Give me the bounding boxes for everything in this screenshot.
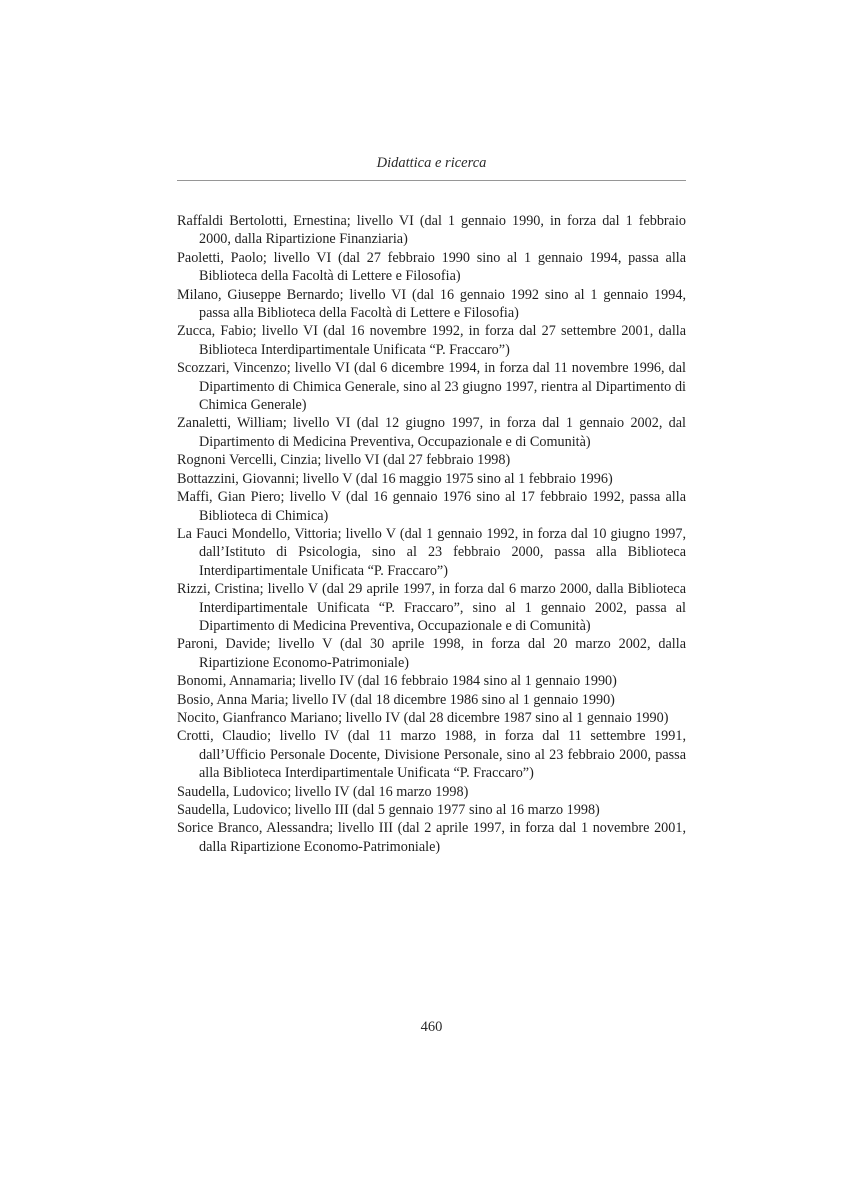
- personnel-entry: Scozzari, Vincenzo; livello VI (dal 6 dicembre 1994, in forza dal 11 novembre 1996, dal Dipartimento di Chimica Generale, sino al 23 giugno 1997, rientra al Dipartimento di Chimica Generale): [177, 360, 686, 414]
- personnel-entry: Paoletti, Paolo; livello VI (dal 27 febbraio 1990 sino al 1 gennaio 1994, passa alla Biblioteca della Facoltà di Lettere e Filosofia): [177, 249, 686, 285]
- personnel-entry: Saudella, Ludovico; livello III (dal 5 gennaio 1977 sino al 16 marzo 1998): [177, 802, 600, 818]
- personnel-entry: Saudella, Ludovico; livello IV (dal 16 marzo 1998): [177, 783, 469, 800]
- personnel-entry: Raffaldi Bertolotti, Ernestina; livello VI (dal 1 gennaio 1990, in forza dal 1 febbraio 2000, dalla Ripartizione Finanziaria): [177, 213, 686, 248]
- personnel-entry: Zanaletti, William; livello VI (dal 12 giugno 1997, in forza dal 1 gennaio 2002, dal Dipartimento di Medicina Preventiva, Occupazionale e di Comunità): [177, 415, 686, 450]
- personnel-entry: Bosio, Anna Maria; livello IV (dal 18 dicembre 1986 sino al 1 gennaio 1990): [177, 691, 615, 708]
- personnel-entry: Bonomi, Annamaria; livello IV (dal 16 febbraio 1984 sino al 1 gennaio 1990): [177, 673, 617, 690]
- personnel-entry: Crotti, Claudio; livello IV (dal 11 marzo 1988, in forza dal 11 settembre 1991, dall’Ufficio Personale Docente, Divisione Personale, sino al 23 febbraio 2000, passa alla Biblioteca Interdipartimentale Unificata “P. Fraccaro”): [177, 728, 686, 782]
- personnel-entry: Rizzi, Cristina; livello V (dal 29 aprile 1997, in forza dal 6 marzo 2000, dalla Biblioteca Interdipartimentale Unificata “P. Fraccaro”, sino al 1 gennaio 2002, passa al Dipartimento di Medicina Preventiva, Occupazionale e di Comunità): [177, 581, 686, 634]
- personnel-entry: La Fauci Mondello, Vittoria; livello V (dal 1 gennaio 1992, in forza dal 10 giugno 1997, dall’Istituto di Psicologia, sino al 23 febbraio 2000, passa alla Biblioteca Interdipartimentale Unificata “P. Fraccaro”): [177, 525, 686, 579]
- personnel-entry: Rognoni Vercelli, Cinzia; livello VI (dal 27 febbraio 1998): [177, 452, 511, 469]
- personnel-entry: Bottazzini, Giovanni; livello V (dal 16 maggio 1975 sino al 1 febbraio 1996): [177, 470, 613, 487]
- personnel-entry: Paroni, Davide; livello V (dal 30 aprile 1998, in forza dal 20 marzo 2002, dalla Ripartizione Economo-Patrimoniale): [177, 636, 686, 671]
- page-number: 460: [420, 1019, 443, 1035]
- personnel-entry: Zucca, Fabio; livello VI (dal 16 novembre 1992, in forza dal 27 settembre 2001, dalla Biblioteca Interdipartimentale Unificata “P. Fraccaro”): [177, 323, 686, 358]
- header-rule: [177, 180, 686, 181]
- personnel-entry: Nocito, Gianfranco Mariano; livello IV (dal 28 dicembre 1987 sino al 1 gennaio 1990): [177, 709, 669, 726]
- running-head: Didattica e ricerca: [376, 155, 487, 171]
- personnel-entry: Sorice Branco, Alessandra; livello III (dal 2 aprile 1997, in forza dal 1 novembre 2001, dalla Ripartizione Economo-Patrimoniale): [177, 820, 686, 855]
- personnel-entry: Maffi, Gian Piero; livello V (dal 16 gennaio 1976 sino al 17 febbraio 1992, passa alla Biblioteca di Chimica): [177, 489, 686, 524]
- personnel-entries-list: [177, 212, 686, 856]
- personnel-entry: Milano, Giuseppe Bernardo; livello VI (dal 16 gennaio 1992 sino al 1 gennaio 1994, passa alla Biblioteca della Facoltà di Lettere e Filosofia): [177, 286, 686, 322]
